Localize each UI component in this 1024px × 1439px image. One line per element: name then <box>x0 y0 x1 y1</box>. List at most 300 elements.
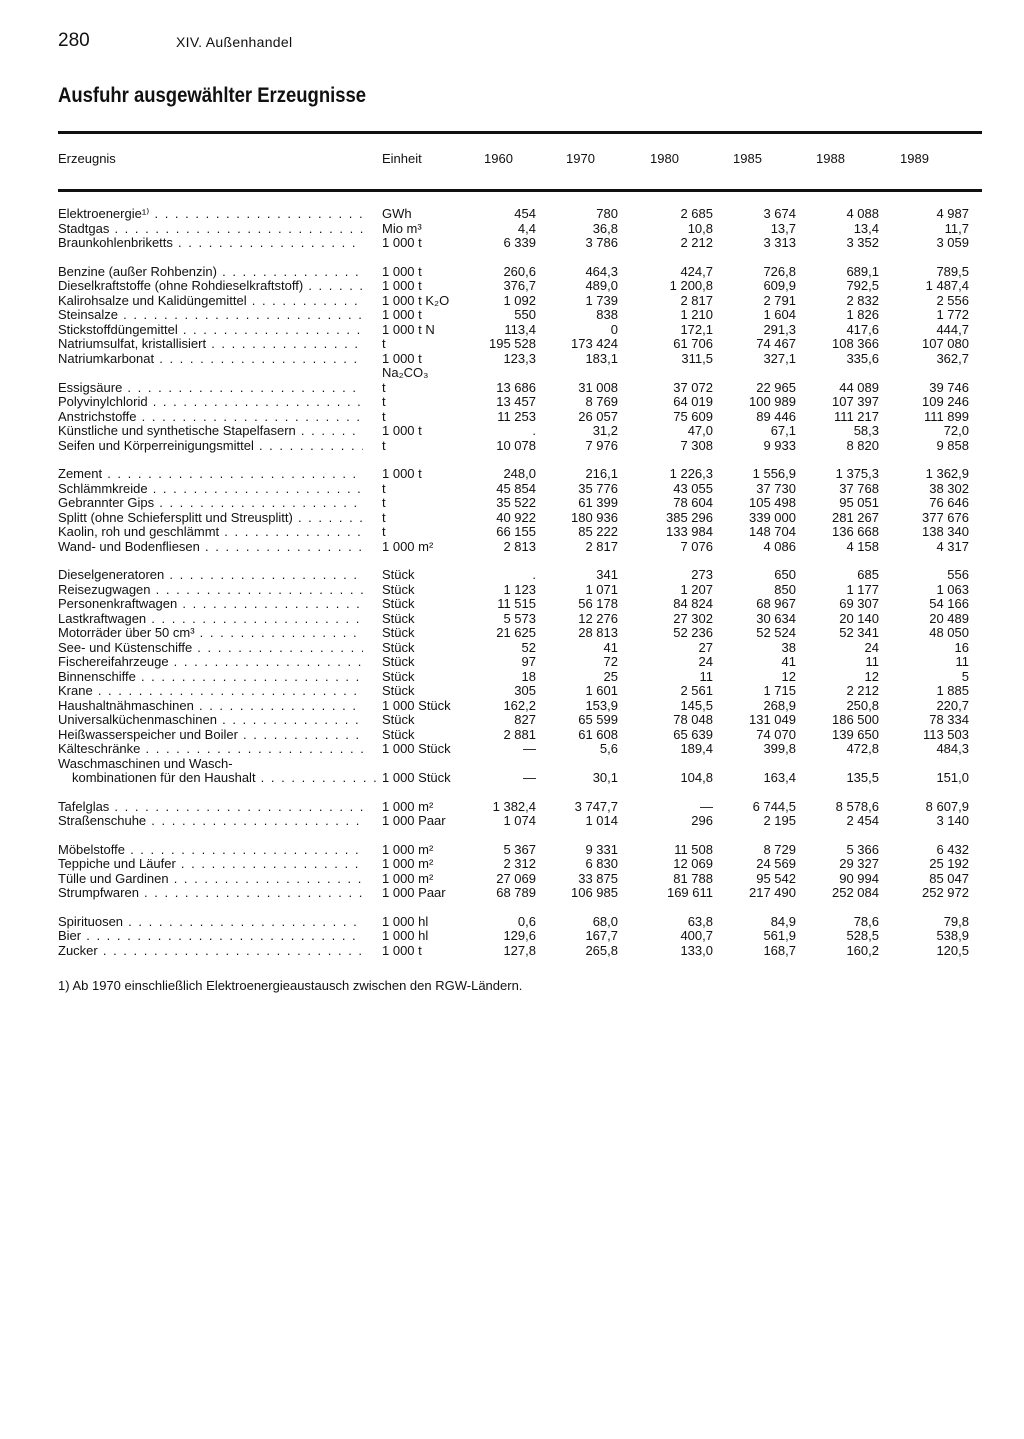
product-name: Straßenschuhe . . . <box>58 814 363 829</box>
section-title: XIV. Außenhandel <box>176 34 293 50</box>
value-1970: 153,9 <box>585 697 618 713</box>
value-1980: 169 611 <box>666 885 713 900</box>
value-1980: 400,7 <box>680 928 713 943</box>
value-1989: 444,7 <box>936 321 969 337</box>
value-1988: 78,6 <box>853 913 879 929</box>
value-1970: 8 769 <box>585 394 618 409</box>
value-1988: 252 084 <box>832 885 879 900</box>
value-1988: 685 <box>857 567 879 582</box>
value-1985: 2 195 <box>763 813 796 828</box>
value-1980: 1 207 <box>680 581 713 597</box>
product-unit: 1 000 Stück <box>382 770 451 785</box>
product-name: Essigsäure . . . <box>58 381 363 396</box>
value-1980: 145,5 <box>680 697 713 713</box>
value-1960: 248,0 <box>503 466 536 481</box>
product-name: Seifen und Körperreinigungsmittel . . . <box>58 439 363 454</box>
table-row <box>0 207 1024 222</box>
value-1980: 24 <box>698 654 713 669</box>
header-year: 1989 <box>900 151 929 166</box>
value-1988: 29 327 <box>839 856 879 871</box>
table-row <box>0 757 1024 772</box>
value-1960: 5 367 <box>503 841 536 857</box>
table-row <box>0 583 1024 598</box>
value-1989: 4 317 <box>936 538 969 554</box>
value-1980: 27 <box>698 639 713 655</box>
value-1989: 16 <box>954 639 969 655</box>
table-row <box>0 424 1024 439</box>
value-1980: 1 226,3 <box>669 466 713 481</box>
product-name: Binnenschiffe . . . <box>58 670 363 685</box>
product-name: Zucker . . . <box>58 944 363 959</box>
header-year: 1970 <box>566 151 595 166</box>
table-row <box>0 612 1024 627</box>
product-name: Teppiche und Läufer . . . <box>58 857 363 872</box>
value-1985: 1 715 <box>763 683 796 698</box>
value-1960: 5 573 <box>503 610 536 626</box>
product-unit: Stück <box>382 610 415 626</box>
value-1960: 2 881 <box>503 726 536 742</box>
value-1989: 1 487,4 <box>925 278 969 293</box>
product-name: Bier . . . <box>58 929 363 944</box>
product-unit: t <box>382 480 386 496</box>
value-1985: 168,7 <box>763 942 796 958</box>
value-1988: 472,8 <box>846 741 879 756</box>
value-1980: 52 236 <box>673 625 713 640</box>
product-name: Spirituosen . . . <box>58 915 363 930</box>
table-row <box>0 597 1024 612</box>
value-1980: 61 706 <box>673 336 713 351</box>
value-1980: — <box>700 798 713 814</box>
product-unit: 1 000 Stück <box>382 697 451 713</box>
header-unit: Einheit <box>382 151 422 166</box>
product-unit: 1 000 hl <box>382 928 429 943</box>
value-1970: 780 <box>596 206 618 221</box>
table-row <box>0 540 1024 555</box>
value-1988: 417,6 <box>846 321 879 337</box>
product-name: Steinsalze . . . <box>58 308 363 323</box>
table-row <box>0 713 1024 728</box>
value-1985: 38 <box>781 639 796 655</box>
product-unit: 1 000 t <box>382 235 422 250</box>
product-unit: 1 000 t <box>382 278 422 293</box>
table-top-rule <box>58 131 982 134</box>
value-1989: 252 972 <box>922 885 969 900</box>
product-unit: 1 000 t <box>382 423 422 438</box>
product-unit: 1 000 Stück <box>382 741 451 756</box>
value-1960: 2 312 <box>503 856 536 871</box>
value-1988: 186 500 <box>832 712 879 727</box>
value-1985: 268,9 <box>763 697 796 713</box>
value-1960: 550 <box>514 307 536 322</box>
value-1988: 24 <box>864 639 879 655</box>
table-row <box>0 337 1024 352</box>
product-name: Dieselgeneratoren . . . <box>58 568 363 583</box>
value-1960: 68 789 <box>496 885 536 900</box>
value-1988: 335,6 <box>846 350 879 366</box>
table-row <box>0 843 1024 858</box>
product-name: Künstliche und synthetische Stapelfasern . . . <box>58 424 363 439</box>
value-1988: 135,5 <box>846 770 879 785</box>
value-1980: 81 788 <box>673 870 713 886</box>
table-row <box>0 568 1024 583</box>
table-row <box>0 511 1024 526</box>
value-1960: 11 515 <box>497 596 536 611</box>
value-1980: 2 212 <box>680 235 713 250</box>
value-1970: 61 608 <box>578 726 618 742</box>
product-name: Reisezugwagen . . . <box>58 583 363 598</box>
table-row <box>0 872 1024 887</box>
value-1985: 291,3 <box>763 321 796 337</box>
value-1970: 33 875 <box>578 870 618 886</box>
value-1980: 63,8 <box>687 913 713 929</box>
value-1980: 78 048 <box>673 712 713 727</box>
value-1980: 47,0 <box>687 423 713 438</box>
value-1989: 377 676 <box>922 509 969 525</box>
header-year: 1985 <box>733 151 762 166</box>
table-row <box>0 886 1024 901</box>
value-1989: 85 047 <box>929 870 969 886</box>
value-1970: 489,0 <box>585 278 618 293</box>
header-year: 1980 <box>650 151 679 166</box>
product-name: Stickstoffdüngemittel . . . <box>58 323 363 338</box>
value-1989: 54 166 <box>929 596 969 611</box>
value-1989: 5 <box>961 668 969 684</box>
value-1989: 48 050 <box>929 625 969 640</box>
value-1989: 72,0 <box>943 423 969 438</box>
value-1985: 52 524 <box>756 625 796 640</box>
value-1985: 2 791 <box>763 292 796 308</box>
product-name: Kälteschränke . . . <box>58 742 363 757</box>
value-1970: 25 <box>603 668 618 684</box>
value-1985: 67,1 <box>770 423 796 438</box>
value-1970: 3 786 <box>585 235 618 250</box>
value-1970: 28 813 <box>578 625 618 640</box>
value-1980: 273 <box>691 567 713 582</box>
value-1980: 11 <box>699 668 713 684</box>
value-1960: 260,6 <box>503 263 536 279</box>
product-unit: 1 000 m² <box>382 841 434 857</box>
value-1960: 2 813 <box>503 538 536 554</box>
value-1989: 38 302 <box>929 480 969 496</box>
product-unit: 1 000 t <box>382 350 422 366</box>
table-row <box>0 684 1024 699</box>
value-1960: 827 <box>514 712 536 727</box>
value-1985: 327,1 <box>763 350 796 366</box>
product-name: Universalküchenmaschinen . . . <box>58 713 363 728</box>
value-1980: 43 055 <box>673 480 713 496</box>
value-1988: 44 089 <box>839 379 879 395</box>
value-1970: 65 599 <box>578 712 618 727</box>
value-1985: 850 <box>774 581 796 597</box>
value-1989: 1 772 <box>936 307 969 322</box>
value-1970: 5,6 <box>599 741 618 756</box>
value-1985: 12 <box>781 668 796 684</box>
product-name: Haushaltnähmaschinen . . . <box>58 699 363 714</box>
value-1989: 538,9 <box>936 928 969 943</box>
value-1970: 41 <box>603 639 618 655</box>
value-1985: 163,4 <box>763 770 796 785</box>
value-1960: — <box>523 770 536 785</box>
product-unit: 1 000 t <box>382 466 422 481</box>
value-1985: 1 604 <box>763 307 796 322</box>
product-unit: t <box>382 379 386 395</box>
value-1970: 3 747,7 <box>574 798 618 814</box>
value-1960: 18 <box>521 668 536 684</box>
value-1960: 113,4 <box>504 321 536 337</box>
product-name: Waschmaschinen und Wasch- <box>58 756 233 771</box>
value-1970: 31,2 <box>592 423 618 438</box>
footnote: 1) Ab 1970 einschließlich Elektroenergieaustausch zwischen den RGW-Ländern. <box>58 978 523 993</box>
value-1960: 129,6 <box>503 928 536 943</box>
value-1970: 1 071 <box>585 581 618 597</box>
value-1960: 97 <box>521 654 536 669</box>
value-1989: 107 080 <box>922 336 969 351</box>
table-row <box>0 308 1024 323</box>
value-1980: 65 639 <box>673 726 713 742</box>
value-1970: 36,8 <box>592 220 618 236</box>
value-1985: 24 569 <box>756 856 796 871</box>
product-unit: 1 000 t N <box>382 321 435 337</box>
value-1960: 454 <box>514 206 536 221</box>
page-title: Ausfuhr ausgewählter Erzeugnisse <box>58 84 367 107</box>
value-1960: 66 155 <box>496 524 536 539</box>
product-name: Benzine (außer Rohbenzin) . . . <box>58 265 363 280</box>
row-spacer <box>0 366 1024 381</box>
product-unit-line2: Na₂CO₃ <box>382 364 429 380</box>
value-1988: 689,1 <box>846 263 879 279</box>
value-1980: 27 302 <box>673 610 713 626</box>
value-1988: 136 668 <box>832 524 879 539</box>
value-1970: 216,1 <box>585 466 618 481</box>
value-1988: 37 768 <box>839 480 879 496</box>
product-unit: 1 000 Paar <box>382 885 446 900</box>
value-1988: 52 341 <box>839 625 879 640</box>
product-name: Natriumsulfat, kristallisiert . . . <box>58 337 363 352</box>
table-row <box>0 728 1024 743</box>
value-1985: 30 634 <box>756 610 796 626</box>
table-row <box>0 699 1024 714</box>
value-1985: 74 070 <box>756 726 796 742</box>
value-1988: 58,3 <box>853 423 879 438</box>
value-1960: . <box>532 567 536 582</box>
value-1960: 21 625 <box>496 625 536 640</box>
value-1960: 1 092 <box>503 292 536 308</box>
value-1989: 120,5 <box>936 942 969 958</box>
value-1989: 11 <box>955 654 969 669</box>
table-row <box>0 814 1024 829</box>
product-name: Tülle und Gardinen . . . <box>58 872 363 887</box>
value-1970: 6 830 <box>585 856 618 871</box>
value-1985: 609,9 <box>763 278 796 293</box>
table-row <box>0 626 1024 641</box>
value-1988: 5 366 <box>846 841 879 857</box>
value-1980: 2 817 <box>680 292 713 308</box>
table-row <box>0 395 1024 410</box>
value-1989: 111 899 <box>923 408 969 424</box>
value-1970: 180 936 <box>571 509 618 525</box>
product-unit: 1 000 m² <box>382 798 434 814</box>
table-row <box>0 467 1024 482</box>
product-name: Krane . . . <box>58 684 363 699</box>
table-row <box>0 857 1024 872</box>
product-name: Kaolin, roh und geschlämmt . . . <box>58 525 363 540</box>
table-row <box>0 944 1024 959</box>
value-1980: 2 685 <box>680 206 713 221</box>
value-1960: 40 922 <box>496 509 536 525</box>
product-name: Wand- und Bodenfliesen . . . <box>58 540 363 555</box>
value-1988: 528,5 <box>846 928 879 943</box>
product-unit: Stück <box>382 654 415 669</box>
value-1988: 11 <box>865 654 879 669</box>
value-1985: 100 989 <box>749 394 796 409</box>
value-1960: 0,6 <box>517 913 536 929</box>
value-1989: 3 140 <box>936 813 969 828</box>
table-row <box>0 915 1024 930</box>
table-row <box>0 381 1024 396</box>
product-unit: Stück <box>382 625 415 640</box>
value-1960: 6 339 <box>503 235 536 250</box>
value-1960: 305 <box>514 683 536 698</box>
value-1988: 13,4 <box>853 220 879 236</box>
table-row <box>0 294 1024 309</box>
table-row <box>0 439 1024 454</box>
value-1985: 726,8 <box>763 263 796 279</box>
value-1970: 2 817 <box>585 538 618 554</box>
table-row <box>0 410 1024 425</box>
value-1960: 127,8 <box>503 942 536 958</box>
product-unit: 1 000 hl <box>382 913 429 929</box>
value-1988: 2 212 <box>846 683 879 698</box>
value-1980: 7 076 <box>680 538 713 554</box>
value-1980: 104,8 <box>680 770 713 785</box>
value-1980: 78 604 <box>673 495 713 510</box>
value-1989: 109 246 <box>922 394 969 409</box>
header-year: 1988 <box>816 151 845 166</box>
value-1970: 61 399 <box>578 495 618 510</box>
value-1988: 12 <box>864 668 879 684</box>
value-1970: 30,1 <box>592 770 618 785</box>
value-1988: 20 140 <box>839 610 879 626</box>
value-1970: 12 276 <box>578 610 618 626</box>
value-1985: 217 490 <box>749 885 796 900</box>
product-unit: 1 000 m² <box>382 870 434 886</box>
table-row <box>0 265 1024 280</box>
value-1985: 399,8 <box>763 741 796 756</box>
product-name: Tafelglas . . . <box>58 800 363 815</box>
value-1985: 74 467 <box>756 336 796 351</box>
value-1985: 84,9 <box>770 913 796 929</box>
value-1989: 25 192 <box>929 856 969 871</box>
value-1980: 172,1 <box>680 321 713 337</box>
value-1960: 11 253 <box>497 408 536 424</box>
product-unit: t <box>382 394 386 409</box>
value-1985: 339 000 <box>749 509 796 525</box>
value-1988: 111 217 <box>833 408 879 424</box>
value-1989: 76 646 <box>929 495 969 510</box>
product-unit: Stück <box>382 567 415 582</box>
value-1960: 162,2 <box>503 697 536 713</box>
value-1988: 139 650 <box>832 726 879 742</box>
value-1970: 183,1 <box>585 350 618 366</box>
product-name: Polyvinylchlorid . . . <box>58 395 363 410</box>
product-unit: t <box>382 524 386 539</box>
value-1980: 12 069 <box>673 856 713 871</box>
product-unit: Stück <box>382 639 415 655</box>
value-1960: 13 686 <box>496 379 536 395</box>
value-1960: 35 522 <box>496 495 536 510</box>
table-row <box>0 323 1024 338</box>
table-row <box>0 525 1024 540</box>
value-1989: 362,7 <box>936 350 969 366</box>
value-1970: 31 008 <box>578 379 618 395</box>
product-name: Schlämmkreide . . . <box>58 482 363 497</box>
value-1988: 1 375,3 <box>835 466 879 481</box>
product-unit: 1 000 m² <box>382 856 434 871</box>
value-1960: 1 074 <box>503 813 536 828</box>
value-1988: 4 158 <box>846 538 879 554</box>
product-name: Personenkraftwagen . . . <box>58 597 363 612</box>
table-row <box>0 742 1024 757</box>
product-unit: Stück <box>382 596 415 611</box>
value-1985: 9 933 <box>763 437 796 453</box>
product-unit: 1 000 t <box>382 942 422 958</box>
value-1980: 133,0 <box>680 942 713 958</box>
value-1980: 75 609 <box>673 408 713 424</box>
value-1960: 45 854 <box>496 480 536 496</box>
product-name: Kalirohsalze und Kalidüngemittel . . . <box>58 294 363 309</box>
value-1985: 22 965 <box>756 379 796 395</box>
table-row <box>0 670 1024 685</box>
product-unit: t <box>382 509 386 525</box>
value-1989: 39 746 <box>929 379 969 395</box>
value-1970: 167,7 <box>585 928 618 943</box>
value-1980: 385 296 <box>666 509 713 525</box>
value-1985: 3 674 <box>763 206 796 221</box>
value-1980: 296 <box>691 813 713 828</box>
product-unit: 1 000 t K₂O <box>382 292 450 308</box>
value-1980: 133 984 <box>666 524 713 539</box>
value-1970: 85 222 <box>578 524 618 539</box>
value-1980: 2 561 <box>680 683 713 698</box>
value-1980: 64 019 <box>673 394 713 409</box>
product-unit: Stück <box>382 683 415 698</box>
value-1980: 11 508 <box>674 841 713 857</box>
table-row <box>0 771 1024 786</box>
value-1970: 838 <box>596 307 618 322</box>
value-1985: 131 049 <box>749 712 796 727</box>
value-1988: 3 352 <box>846 235 879 250</box>
product-unit: t <box>382 437 386 453</box>
table-row <box>0 236 1024 251</box>
value-1989: 79,8 <box>943 913 969 929</box>
product-unit: Stück <box>382 726 415 742</box>
value-1970: 464,3 <box>585 263 618 279</box>
value-1988: 281 267 <box>832 509 879 525</box>
value-1989: 1 063 <box>936 581 969 597</box>
value-1985: 561,9 <box>763 928 796 943</box>
value-1989: 8 607,9 <box>925 798 969 814</box>
value-1985: 3 313 <box>763 235 796 250</box>
value-1989: 20 489 <box>929 610 969 626</box>
product-name: Lastkraftwagen . . . <box>58 612 363 627</box>
value-1970: 1 014 <box>585 813 618 828</box>
product-unit: GWh <box>382 206 412 221</box>
table-row <box>0 350 1024 380</box>
value-1980: 189,4 <box>680 741 713 756</box>
value-1988: 250,8 <box>846 697 879 713</box>
product-unit: t <box>382 408 386 424</box>
value-1985: 95 542 <box>756 870 796 886</box>
